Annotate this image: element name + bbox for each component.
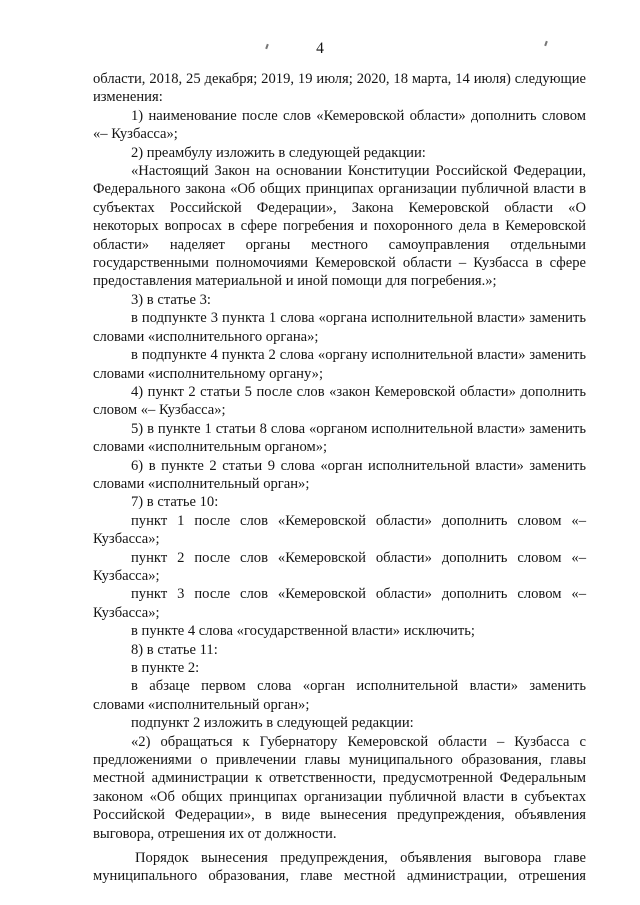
paragraph: в подпункте 4 пункта 2 слова «органу исполнительной власти» заменить словами «исполнительному органу»; (93, 347, 586, 382)
paragraph: 7) в статье 10: (131, 494, 219, 511)
paragraph: пункт 2 после слов «Кемеровской области» дополнить словом «– Кузбасса»; (93, 549, 586, 584)
paragraph: 2) преамбулу изложить в следующей редакции: (131, 144, 426, 161)
paragraph: Порядок вынесения предупреждения, объявления выговора главе муниципального образования, главе местной администрации, отрешения (93, 850, 586, 885)
paragraph: 6) в пункте 2 статьи 9 слова «орган исполнительной власти» заменить словами «исполнительный орган»; (93, 457, 586, 492)
paragraph: в пункте 4 слова «государственной власти» исключить; (131, 623, 475, 640)
page-number: 4 (316, 40, 324, 57)
paragraph: пункт 1 после слов «Кемеровской области» дополнить словом «– Кузбасса»; (93, 512, 586, 548)
quoted-subparagraph: «2) обращаться к Губернатору Кемеровской области – Кузбасса с предложениями о привлечении главы муниципального образования, главы местной администрации к ответственности, предусмотренной Федеральным законом «Об общих принципах организации публичной власти в субъектах Российской Федерации», в виде вынесения предупреждения, объявления выговора, отрешения их от должности. (93, 733, 586, 842)
paragraph: в абзаце первом слова «орган исполнительной власти» заменить словами «исполнительный орган»; (93, 678, 586, 713)
paragraph: подпункт 2 изложить в следующей редакции: (131, 715, 414, 732)
paragraph: 4) пункт 2 статьи 5 после слов «закон Кемеровской области» дополнить словом «– Кузбасса»; (93, 383, 586, 419)
paragraph: пункт 3 после слов «Кемеровской области» дополнить словом «– Кузбасса»; (93, 586, 586, 621)
paragraph: 1) наименование после слов «Кемеровской области» дополнить словом «– Кузбасса»; (93, 107, 586, 143)
paragraph: в подпункте 3 пункта 1 слова «органа исполнительной власти» заменить словами «исполнительного органа»; (93, 310, 586, 345)
paragraph: 8) в статье 11: (131, 641, 218, 658)
document-body (93, 70, 586, 886)
quoted-preamble: «Настоящий Закон на основании Конституции Российской Федерации, Федерального закона «Об общих принципах организации публичной власти в субъектах Российской Федерации», Закона Кемеровской области «О некоторых вопросах в сфере погребения и похоронного дела в Кемеровской области» наделяет органы местного самоуправления отдельными государственными полномочиями Кемеровской области – Кузбасса в сфере предоставления материальной и иной помощи для погребения.»; (93, 163, 586, 290)
paragraph: области, 2018, 25 декабря; 2019, 19 июля; 2020, 18 марта, 14 июля) следующие изменения: (93, 71, 586, 106)
paragraph: 3) в статье 3: (131, 291, 211, 308)
paragraph: 5) в пункте 1 статьи 8 слова «органом исполнительной власти» заменить словами «исполнительным органом»; (93, 420, 586, 456)
paragraph: в пункте 2: (131, 660, 200, 676)
